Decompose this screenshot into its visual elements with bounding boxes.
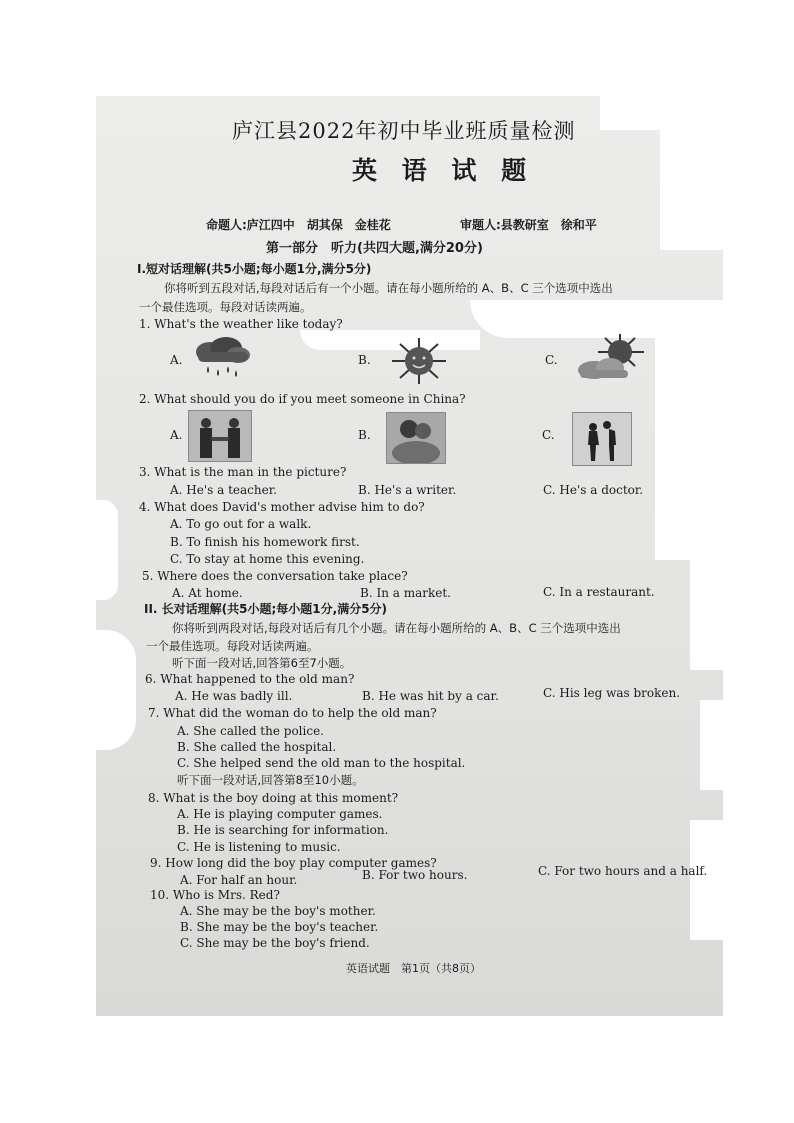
scan-torn-edge bbox=[700, 700, 723, 790]
scan-torn-edge bbox=[96, 500, 118, 600]
option-c: C. In a restaurant. bbox=[543, 585, 655, 599]
option-a: A. He's a teacher. bbox=[170, 483, 277, 497]
option-c: C. He's a doctor. bbox=[543, 483, 644, 497]
instructions: 你将听到五段对话,每段对话后有一个小题。请在每小题所给的 A、B、C 三个选项中选出 bbox=[164, 281, 613, 295]
authors: 命题人:庐江四中 胡其保 金桂花 bbox=[206, 218, 391, 232]
option-a: A. She called the police. bbox=[177, 724, 324, 738]
question-3: 3. What is the man in the picture? bbox=[139, 465, 347, 479]
scan-torn-edge bbox=[600, 96, 723, 130]
option-b: B. He was hit by a car. bbox=[362, 689, 499, 703]
option-a: A. He is playing computer games. bbox=[177, 807, 383, 821]
instructions: 一个最佳选项。每段对话读两遍。 bbox=[139, 300, 312, 314]
option-label: C. bbox=[545, 353, 558, 367]
dialogue-lead: 听下面一段对话,回答第6至7小题。 bbox=[172, 656, 352, 670]
option-c: C. His leg was broken. bbox=[543, 686, 681, 700]
reviewers: 审题人:县教研室 徐和平 bbox=[460, 218, 597, 232]
scan-torn-edge bbox=[655, 330, 723, 560]
option-label: C. bbox=[542, 428, 555, 442]
question-10: 10. Who is Mrs. Red? bbox=[150, 888, 280, 902]
option-label: B. bbox=[358, 428, 371, 442]
rain-cloud-icon bbox=[190, 336, 254, 380]
exam-title: 庐江县2022年初中毕业班质量检测 bbox=[232, 119, 576, 143]
question-2: 2. What should you do if you meet someone in China? bbox=[139, 392, 466, 406]
option-c: C. He is listening to music. bbox=[177, 840, 341, 854]
scan-torn-edge bbox=[690, 820, 723, 940]
exam-subtitle: 英 语 试 题 bbox=[352, 156, 535, 185]
option-label: B. bbox=[358, 353, 371, 367]
sun-behind-cloud-icon bbox=[574, 332, 648, 382]
question-1: 1. What's the weather like today? bbox=[139, 317, 343, 331]
option-b: B. In a market. bbox=[360, 586, 451, 600]
option-b: B. She called the hospital. bbox=[177, 740, 337, 754]
handshake-photo bbox=[188, 410, 252, 462]
option-label: A. bbox=[170, 428, 183, 442]
option-a: A. She may be the boy's mother. bbox=[180, 904, 376, 918]
section-heading: I.短对话理解(共5小题;每小题1分,满分5分) bbox=[137, 262, 372, 276]
question-8: 8. What is the boy doing at this moment? bbox=[148, 791, 399, 805]
option-c: C. She may be the boy's friend. bbox=[180, 936, 370, 950]
scan-torn-edge bbox=[660, 130, 723, 250]
part-heading: 第一部分 听力(共四大题,满分20分) bbox=[266, 241, 483, 256]
question-6: 6. What happened to the old man? bbox=[145, 672, 355, 686]
section-heading: II. 长对话理解(共5小题;每小题1分,满分5分) bbox=[144, 602, 388, 616]
option-c: C. For two hours and a half. bbox=[538, 864, 708, 878]
option-a: A. For half an hour. bbox=[180, 873, 298, 887]
option-b: B. For two hours. bbox=[362, 868, 468, 882]
question-4: 4. What does David's mother advise him to do? bbox=[139, 500, 425, 514]
page-footer: 英语试题 第1页（共8页） bbox=[346, 962, 481, 975]
sun-icon bbox=[382, 336, 456, 386]
option-a: A. He was badly ill. bbox=[175, 689, 293, 703]
option-b: B. He's a writer. bbox=[358, 483, 457, 497]
option-a: A. To go out for a walk. bbox=[170, 517, 312, 531]
question-9: 9. How long did the boy play computer games? bbox=[150, 856, 437, 870]
question-7: 7. What did the woman do to help the old man? bbox=[148, 706, 437, 720]
option-a: A. At home. bbox=[172, 586, 243, 600]
option-c: C. She helped send the old man to the hospital. bbox=[177, 756, 466, 770]
option-label: A. bbox=[170, 353, 183, 367]
instructions: 一个最佳选项。每段对话读两遍。 bbox=[146, 639, 319, 653]
scan-torn-edge bbox=[96, 630, 136, 750]
question-5: 5. Where does the conversation take place? bbox=[142, 569, 408, 583]
option-b: B. To finish his homework first. bbox=[170, 535, 360, 549]
scan-torn-edge bbox=[690, 560, 723, 670]
hug-photo bbox=[386, 412, 446, 464]
bow-photo bbox=[572, 412, 632, 466]
dialogue-lead: 听下面一段对话,回答第8至10小题。 bbox=[177, 773, 364, 787]
option-b: B. She may be the boy's teacher. bbox=[180, 920, 379, 934]
option-c: C. To stay at home this evening. bbox=[170, 552, 365, 566]
instructions: 你将听到两段对话,每段对话后有几个小题。请在每小题所给的 A、B、C 三个选项中选出 bbox=[172, 621, 621, 635]
option-b: B. He is searching for information. bbox=[177, 823, 389, 837]
